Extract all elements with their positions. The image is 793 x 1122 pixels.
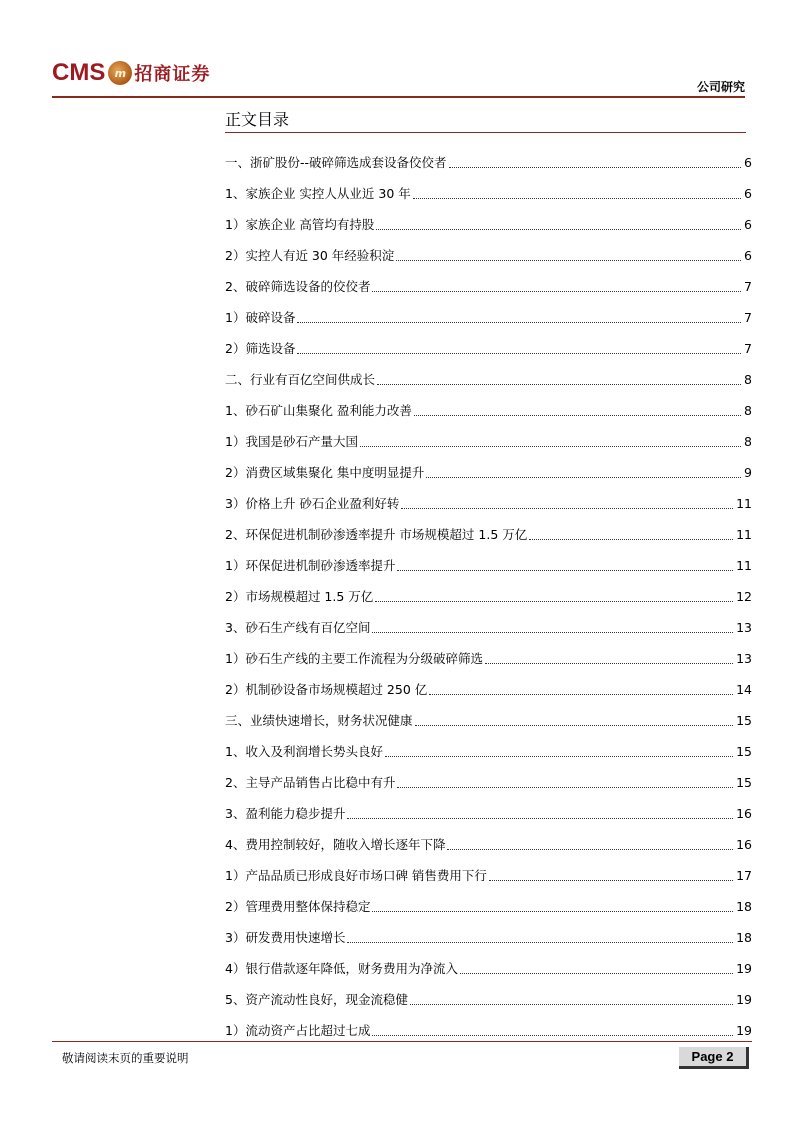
toc-entry-title[interactable]: 1）产品品质已形成良好市场口碑 销售费用下行 — [225, 868, 487, 883]
toc-entry-page[interactable]: 9 — [744, 465, 752, 480]
toc-dot-leader — [297, 352, 741, 354]
toc-entry[interactable] — [225, 202, 752, 233]
toc-dot-leader — [377, 383, 741, 385]
toc-dot-leader — [397, 569, 733, 571]
toc-entry-title[interactable]: 2、破碎筛选设备的佼佼者 — [225, 279, 371, 294]
toc-entry[interactable] — [225, 543, 752, 574]
toc-entry-page[interactable]: 19 — [736, 961, 752, 976]
toc-entry-page[interactable]: 16 — [736, 837, 752, 852]
toc-dot-leader — [401, 507, 733, 509]
toc-entry-title[interactable]: 4、费用控制较好，随收入增长逐年下降 — [225, 837, 446, 852]
toc-dot-leader — [449, 166, 742, 168]
toc-dot-leader — [396, 259, 741, 261]
toc-entry[interactable] — [225, 357, 752, 388]
footer-divider — [52, 1041, 752, 1042]
toc-entry-page[interactable]: 13 — [736, 620, 752, 635]
toc-dot-leader — [447, 848, 733, 850]
toc-entry[interactable] — [225, 822, 752, 853]
toc-entry-title[interactable]: 2、主导产品销售占比稳中有升 — [225, 775, 396, 790]
footer-disclaimer: 敬请阅读末页的重要说明 — [62, 1051, 189, 1065]
toc-entry-title[interactable]: 一、浙矿股份--破碎筛选成套设备佼佼者 — [225, 155, 447, 170]
toc-entry[interactable] — [225, 419, 752, 450]
toc-entry-page[interactable]: 7 — [744, 279, 752, 294]
toc-entry-page[interactable]: 18 — [736, 899, 752, 914]
toc-entry-page[interactable]: 19 — [736, 992, 752, 1007]
toc-title: 正文目录 — [225, 107, 289, 130]
toc-entry[interactable] — [225, 574, 752, 605]
toc-entry-title[interactable]: 1、砂石矿山集聚化 盈利能力改善 — [225, 403, 412, 418]
toc-dot-leader — [347, 817, 733, 819]
toc-entry-page[interactable]: 8 — [744, 372, 752, 387]
toc-entry-page[interactable]: 6 — [744, 155, 752, 170]
toc-entry-title[interactable]: 3、盈利能力稳步提升 — [225, 806, 346, 821]
toc-entry-title[interactable]: 2）实控人有近 30 年经验积淀 — [225, 248, 395, 263]
toc-entry[interactable] — [225, 140, 752, 171]
toc-dot-leader — [372, 290, 741, 292]
toc-entry-page[interactable]: 18 — [736, 930, 752, 945]
toc-entry-page[interactable]: 15 — [736, 744, 752, 759]
toc-entry[interactable] — [225, 388, 752, 419]
toc-entry-title[interactable]: 1）环保促进机制砂渗透率提升 — [225, 558, 396, 573]
toc-entry-page[interactable]: 16 — [736, 806, 752, 821]
toc-dot-leader — [489, 879, 733, 881]
toc-entry-title[interactable]: 1）我国是砂石产量大国 — [225, 434, 358, 449]
toc-entry-page[interactable]: 11 — [736, 527, 752, 542]
table-of-contents — [225, 140, 752, 1039]
toc-dot-leader — [360, 445, 741, 447]
toc-entry-page[interactable]: 7 — [744, 310, 752, 325]
toc-entry-page[interactable]: 6 — [744, 248, 752, 263]
toc-entry[interactable] — [225, 729, 752, 760]
toc-entry[interactable] — [225, 171, 752, 202]
company-logo — [52, 58, 210, 88]
page-header — [52, 58, 745, 98]
toc-entry-title[interactable]: 2）机制砂设备市场规模超过 250 亿 — [225, 682, 428, 697]
toc-entry[interactable] — [225, 1008, 752, 1039]
toc-dot-leader — [397, 786, 733, 788]
toc-entry-page[interactable]: 19 — [736, 1023, 752, 1038]
toc-dot-leader — [347, 941, 733, 943]
toc-entry-title[interactable]: 1）破碎设备 — [225, 310, 296, 325]
toc-entry-title[interactable]: 3）研发费用快速增长 — [225, 930, 346, 945]
toc-entry-page[interactable]: 11 — [736, 496, 752, 511]
toc-entry-title[interactable]: 2）管理费用整体保持稳定 — [225, 899, 371, 914]
toc-entry-title[interactable]: 5、资产流动性良好，现金流稳健 — [225, 992, 408, 1007]
toc-dot-leader — [460, 972, 733, 974]
toc-dot-leader — [372, 910, 733, 912]
toc-entry[interactable] — [225, 977, 752, 1008]
toc-entry[interactable] — [225, 791, 752, 822]
toc-entry-title[interactable]: 1）砂石生产线的主要工作流程为分级破碎筛选 — [225, 651, 483, 666]
toc-entry-page[interactable]: 6 — [744, 186, 752, 201]
toc-entry[interactable] — [225, 295, 752, 326]
toc-entry-title[interactable]: 2）筛选设备 — [225, 341, 296, 356]
toc-dot-leader — [415, 724, 734, 726]
toc-entry-page[interactable]: 7 — [744, 341, 752, 356]
toc-entry-title[interactable]: 2）市场规模超过 1.5 万亿 — [225, 589, 374, 604]
toc-entry-page[interactable]: 8 — [744, 403, 752, 418]
toc-entry-page[interactable]: 15 — [736, 713, 752, 728]
toc-dot-leader — [426, 476, 741, 478]
toc-entry[interactable] — [225, 946, 752, 977]
toc-entry[interactable] — [225, 884, 752, 915]
toc-entry-title[interactable]: 2、环保促进机制砂渗透率提升 市场规模超过 1.5 万亿 — [225, 527, 528, 542]
toc-entry-title[interactable]: 1）家族企业 高管均有持股 — [225, 217, 375, 232]
toc-entry-title[interactable]: 三、业绩快速增长，财务状况健康 — [225, 713, 413, 728]
toc-entry[interactable] — [225, 698, 752, 729]
toc-entry[interactable] — [225, 915, 752, 946]
toc-dot-leader — [414, 414, 741, 416]
toc-entry[interactable] — [225, 264, 752, 295]
toc-entry-title[interactable]: 二、行业有百亿空间供成长 — [225, 372, 376, 387]
toc-dot-leader — [375, 600, 733, 602]
toc-entry-page[interactable]: 11 — [736, 558, 752, 573]
toc-entry[interactable] — [225, 481, 752, 512]
toc-entry[interactable] — [225, 636, 752, 667]
toc-entry[interactable] — [225, 605, 752, 636]
toc-entry-title[interactable]: 1、收入及利润增长势头良好 — [225, 744, 383, 759]
toc-dot-leader — [297, 321, 741, 323]
toc-entry-page[interactable]: 14 — [736, 682, 752, 697]
toc-entry-title[interactable]: 2）消费区域集聚化 集中度明显提升 — [225, 465, 425, 480]
toc-dot-leader — [372, 631, 733, 633]
toc-entry-title[interactable]: 3）价格上升 砂石企业盈利好转 — [225, 496, 400, 511]
toc-entry-page[interactable]: 17 — [736, 868, 752, 883]
toc-entry[interactable] — [225, 853, 752, 884]
logo-emblem-icon: m — [108, 61, 132, 85]
toc-entry[interactable] — [225, 450, 752, 481]
toc-dot-leader — [372, 1034, 733, 1036]
toc-entry-page[interactable]: 15 — [736, 775, 752, 790]
toc-entry-title[interactable]: 1、家族企业 实控人从业近 30 年 — [225, 186, 411, 201]
page-number-badge: Page 2 — [679, 1047, 749, 1069]
toc-dot-leader — [376, 228, 741, 230]
toc-dot-leader — [410, 1003, 733, 1005]
toc-entry-title[interactable]: 4）银行借款逐年降低，财务费用为净流入 — [225, 961, 458, 976]
toc-entry-page[interactable]: 13 — [736, 651, 752, 666]
toc-entry[interactable] — [225, 760, 752, 791]
toc-dot-leader — [385, 755, 733, 757]
toc-dot-leader — [429, 693, 733, 695]
logo-latin-text: CMS — [52, 59, 106, 86]
toc-entry-page[interactable]: 6 — [744, 217, 752, 232]
toc-entry[interactable] — [225, 233, 752, 264]
toc-entry[interactable] — [225, 326, 752, 357]
header-divider — [52, 96, 745, 98]
section-label: 公司研究 — [696, 80, 745, 94]
toc-dot-leader — [413, 197, 741, 199]
toc-entry-title[interactable]: 1）流动资产占比超过七成 — [225, 1023, 371, 1038]
logo-chinese-text: 招商证券 — [134, 64, 211, 85]
toc-dot-leader — [529, 538, 733, 540]
toc-entry[interactable] — [225, 512, 752, 543]
toc-entry-title[interactable]: 3、砂石生产线有百亿空间 — [225, 620, 371, 635]
toc-entry[interactable] — [225, 667, 752, 698]
toc-entry-page[interactable]: 12 — [736, 589, 752, 604]
toc-dot-leader — [485, 662, 733, 664]
toc-entry-page[interactable]: 8 — [744, 434, 752, 449]
